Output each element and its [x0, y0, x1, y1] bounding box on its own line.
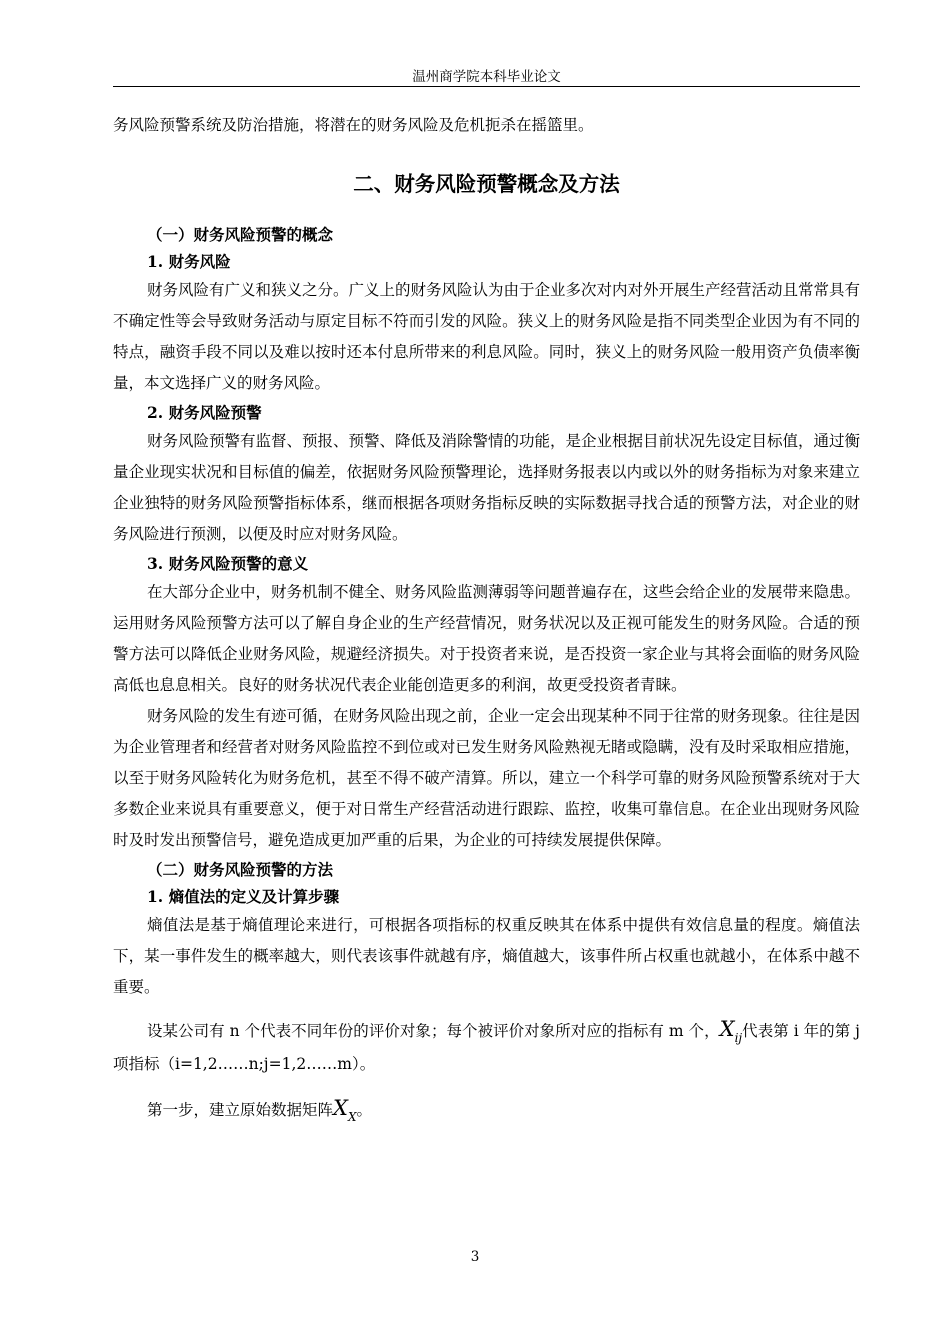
math-symbol-x: X: [719, 1017, 735, 1041]
text-run: 。: [356, 1101, 373, 1119]
paragraph: 财务风险有广义和狭义之分。广义上的财务风险认为由于企业多次对内对外开展生产经营活动且常常具有不确定性等会导致财务活动与原定目标不符而引发的风险。狭义上的财务风险是指不同类型企业因为有不同的特点，融资手段不同以及难以按时还本付息所带来的利息风险。同时，狭义上的财务风险一般用资产负债率衡量，本文选择广义的财务风险。: [113, 281, 861, 392]
paragraph: 熵值法是基于熵值理论来进行，可根据各项指标的权重反映其在体系中提供有效信息量的程度。熵值法下，某一事件发生的概率越大，则代表该事件就越有序，熵值越大，该事件所占权重也就越小，在体系中越不重要。: [113, 916, 860, 996]
page-number: 3: [470, 1249, 480, 1265]
subsection-heading: 1. 财务风险: [147, 252, 231, 271]
text-run: 第一步，建立原始数据矩阵: [147, 1101, 334, 1119]
header-rule: [113, 86, 860, 87]
intro-line: 务风险预警系统及防治措施，将潜在的财务风险及危机扼杀在摇篮里。: [113, 116, 594, 134]
section-heading: （一）财务风险预警的概念: [147, 225, 334, 244]
paragraph-with-symbol: [113, 1092, 860, 1127]
math-subscript: X: [347, 1110, 357, 1124]
text-run: 设某公司有 n 个代表不同年份的评价对象；每个被评价对象所对应的指标有 m 个，: [147, 1022, 720, 1040]
math-subscript: ij: [734, 1031, 743, 1045]
page-body: [113, 110, 860, 1127]
running-header: 温州商学院本科毕业论文: [412, 69, 561, 85]
math-symbol-x: X: [333, 1096, 348, 1120]
chapter-title: 二、财务风险预警概念及方法: [353, 172, 620, 196]
paragraph-with-symbol: [113, 1013, 860, 1080]
paragraph: 在大部分企业中，财务机制不健全、财务风险监测薄弱等问题普遍存在，这些会给企业的发展带来隐患。运用财务风险预警方法可以了解自身企业的生产经营情况，财务状况以及正视可能发生的财务风险。合适的预警方法可以降低企业财务风险，规避经济损失。对于投资者来说，是否投资一家企业与其将会面临的财务风险高低也息息相关。良好的财务状况代表企业能创造更多的利润，故更受投资者青睐。: [113, 583, 861, 694]
paragraph: 财务风险的发生有迹可循，在财务风险出现之前，企业一定会出现某种不同于往常的财务现象。往往是因为企业管理者和经营者对财务风险监控不到位或对已发生财务风险熟视无睹或隐瞒，没有及时采取相应措施，以至于财务风险转化为财务危机，甚至不得不破产清算。所以，建立一个科学可靠的财务风险预警系统对于大多数企业来说具有重要意义，便于对日常生产经营活动进行跟踪、监控，收集可靠信息。在企业出现财务风险时及时发出预警信号，避免造成更加严重的后果，为企业的可持续发展提供保障。: [113, 707, 861, 849]
subsection-heading: 2. 财务风险预警: [147, 403, 262, 422]
text-run: 代表第 i 年的第 j 项指标（i=1,2……n;j=1,2……m）。: [113, 1022, 860, 1073]
subsection-heading: 1. 熵值法的定义及计算步骤: [147, 887, 340, 906]
paragraph: 财务风险预警有监督、预报、预警、降低及消除警情的功能，是企业根据目前状况先设定目标值，通过衡量企业现实状况和目标值的偏差，依据财务风险预警理论，选择财务报表以内或以外的财务指标为对象来建立企业独特的财务风险预警指标体系，继而根据各项财务指标反映的实际数据寻找合适的预警方法，对企业的财务风险进行预测，以便及时应对财务风险。: [113, 432, 861, 543]
section-heading: （二）财务风险预警的方法: [147, 860, 334, 879]
subsection-heading: 3. 财务风险预警的意义: [147, 554, 309, 573]
